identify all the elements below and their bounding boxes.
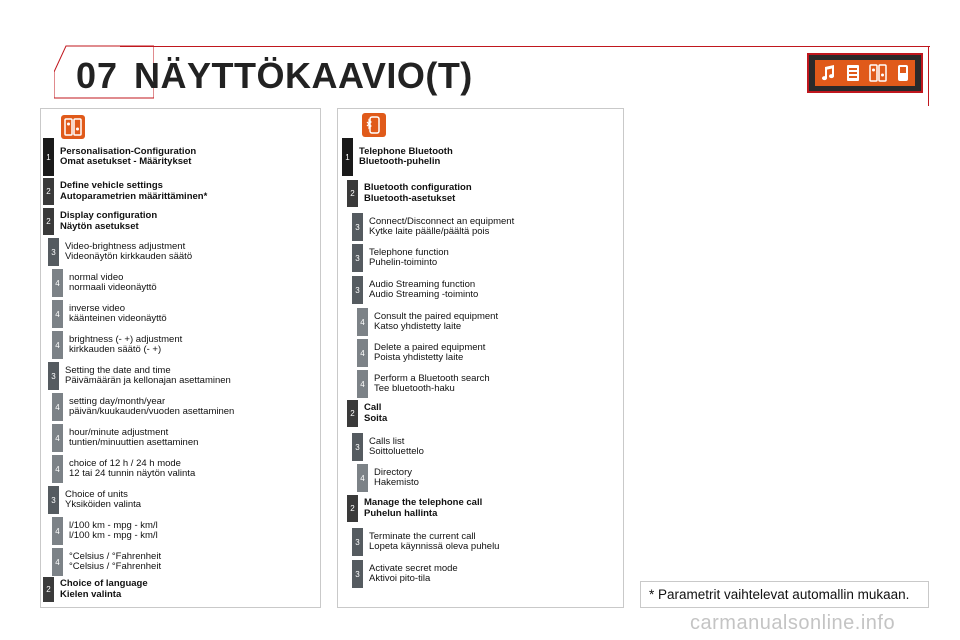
menu-item-label-fi: Hakemisto <box>374 477 419 488</box>
menu-item-label-fi: °Celsius / °Fahrenheit <box>69 561 162 572</box>
menu-level-badge: 4 <box>357 339 368 367</box>
menu-item-label-fi: Omat asetukset - Määritykset <box>60 156 192 167</box>
menu-item-text <box>358 495 482 522</box>
menu-level-badge: 4 <box>52 300 63 328</box>
menu-item-text <box>59 486 141 514</box>
menu-item-text <box>363 276 478 304</box>
menu-item-level-4 <box>357 308 498 336</box>
menu-item-label-en: Manage the telephone call <box>364 497 483 508</box>
menu-level-badge: 3 <box>352 244 363 272</box>
menu-level-badge: 2 <box>347 495 358 522</box>
menu-level-badge: 3 <box>352 560 363 588</box>
menu-item-label-fi: Kytke laite päälle/päältä pois <box>369 226 490 237</box>
menu-item-level-4 <box>52 393 234 421</box>
menu-item-label-en: Choice of units <box>65 488 128 500</box>
menu-item-level-3 <box>352 528 499 556</box>
menu-item-text <box>63 393 234 421</box>
menu-level-badge: 3 <box>352 213 363 241</box>
menu-item-label-en: l/100 km - mpg - km/l <box>69 519 158 531</box>
menu-item-label-fi: Yksiköiden valinta <box>65 499 142 510</box>
page-title: NÄYTTÖKAAVIO(T) <box>134 55 473 96</box>
menu-item-text <box>63 455 195 483</box>
menu-item-level-3 <box>352 276 478 304</box>
menu-level-badge: 3 <box>48 238 59 266</box>
menu-level-badge: 4 <box>357 464 368 492</box>
menu-level-badge: 2 <box>43 208 54 235</box>
menu-item-label-fi: l/100 km - mpg - km/l <box>69 530 158 541</box>
menu-item-label-fi: tuntien/minuuttien asettaminen <box>69 437 199 448</box>
menu-level-badge: 4 <box>52 424 63 452</box>
menu-item-label-fi: Soita <box>364 412 388 424</box>
header-rule <box>120 46 930 47</box>
menu-item-level-4 <box>52 548 161 576</box>
menu-item-label-en: Telephone function <box>369 246 449 258</box>
menu-level-badge: 4 <box>52 455 63 483</box>
menu-item-text <box>368 339 485 367</box>
menu-level-badge: 1 <box>43 138 54 176</box>
menu-item-label-en: Video-brightness adjustment <box>65 240 186 252</box>
menu-item-label-en: Setting the date and time <box>65 364 171 376</box>
menu-item-label-en: Perform a Bluetooth search <box>374 372 490 384</box>
menu-item-level-2 <box>43 178 207 205</box>
menu-level-badge: 2 <box>43 178 54 205</box>
menu-level-badge: 4 <box>52 331 63 359</box>
menu-item-level-2 <box>43 577 148 602</box>
menu-item-level-3 <box>352 433 424 461</box>
menu-item-label-fi: Videonäytön kirkkauden säätö <box>65 251 193 262</box>
menu-item-level-4 <box>52 455 195 483</box>
menu-item-label-en: °Celsius / °Fahrenheit <box>69 550 162 562</box>
menu-item-label-en: setting day/month/year <box>69 395 166 407</box>
menu-item-label-fi: Poista yhdistetty laite <box>374 352 464 363</box>
menu-level-badge: 3 <box>48 362 59 390</box>
menu-item-label-en: Personalisation-Configuration <box>60 145 197 157</box>
menu-item-label-en: normal video <box>69 271 124 283</box>
menu-level-badge: 4 <box>357 370 368 398</box>
menu-item-level-4 <box>357 464 419 492</box>
menu-item-label-fi: käänteinen videonäyttö <box>69 313 167 324</box>
menu-item-label-en: Connect/Disconnect an equipment <box>369 215 515 227</box>
menu-item-text <box>59 238 192 266</box>
menu-item-label-en: Bluetooth configuration <box>364 182 472 193</box>
menu-level-badge: 3 <box>352 528 363 556</box>
menu-item-level-1 <box>342 138 453 176</box>
menu-item-label-en: Delete a paired equipment <box>374 341 486 353</box>
menu-item-label-fi: 12 tai 24 tunnin näytön valinta <box>69 468 196 479</box>
menu-item-level-2 <box>347 180 472 207</box>
menu-level-badge: 4 <box>52 517 63 545</box>
menu-item-level-4 <box>52 424 198 452</box>
menu-item-label-fi: Bluetooth-asetukset <box>364 192 456 204</box>
menu-item-label-fi: Päivämäärän ja kellonajan asettaminen <box>65 375 231 386</box>
menu-item-text <box>353 138 453 176</box>
menu-item-level-3 <box>48 362 231 390</box>
menu-item-level-3 <box>352 213 514 241</box>
menu-level-badge: 2 <box>43 577 54 602</box>
menu-item-label-fi: Autoparametrien määrittäminen* <box>60 190 208 202</box>
menu-level-badge: 2 <box>347 400 358 427</box>
menu-item-label-fi: Audio Streaming -toiminto <box>369 289 479 300</box>
header-rule-vertical <box>928 46 929 106</box>
menu-level-badge: 4 <box>357 308 368 336</box>
menu-item-text <box>363 433 424 461</box>
footnote: * Parametrit vaihtelevat automallin mukaan. <box>640 581 929 608</box>
menu-item-label-fi: Lopeta käynnissä oleva puhelu <box>369 541 500 552</box>
menu-item-label-en: brightness (- +) adjustment <box>69 333 183 345</box>
menu-item-text <box>54 138 196 176</box>
menu-item-text <box>368 464 419 492</box>
menu-item-level-4 <box>52 517 158 545</box>
menu-item-level-3 <box>48 486 141 514</box>
menu-item-text <box>358 400 387 427</box>
menu-item-label-fi: kirkkauden säätö (- +) <box>69 344 162 355</box>
menu-item-level-2 <box>43 208 157 235</box>
menu-item-text <box>363 244 449 272</box>
menu-item-label-fi: Katso yhdistetty laite <box>374 321 462 332</box>
menu-item-level-3 <box>48 238 192 266</box>
menu-item-label-fi: Kielen valinta <box>60 588 122 600</box>
menu-item-label-fi: Bluetooth-puhelin <box>359 156 441 167</box>
menu-item-level-2 <box>347 400 387 427</box>
menu-item-text <box>358 180 472 207</box>
menu-item-level-4 <box>357 339 485 367</box>
menu-item-label-en: Activate secret mode <box>369 562 458 574</box>
menu-item-label-en: Calls list <box>369 435 405 447</box>
menu-item-text <box>54 208 157 235</box>
menu-item-level-3 <box>352 560 458 588</box>
menu-item-level-3 <box>352 244 449 272</box>
watermark: carmanualsonline.info <box>690 612 896 634</box>
menu-item-text <box>368 308 498 336</box>
menu-item-text <box>63 548 161 576</box>
menu-item-text <box>368 370 490 398</box>
menu-item-label-fi: normaali videonäyttö <box>69 282 157 293</box>
settings-icon <box>61 115 85 139</box>
menu-item-text <box>54 178 207 205</box>
menu-item-text <box>363 528 499 556</box>
telephone-icon <box>894 63 912 83</box>
menu-icon-strip <box>807 53 923 93</box>
menu-item-label-en: Directory <box>374 466 413 478</box>
settings-icon <box>869 63 887 83</box>
menu-level-badge: 4 <box>52 269 63 297</box>
menu-item-label-en: hour/minute adjustment <box>69 426 169 438</box>
phone-book-icon <box>844 63 862 83</box>
menu-item-label-en: Define vehicle settings <box>60 180 163 191</box>
menu-level-badge: 2 <box>347 180 358 207</box>
menu-item-level-2 <box>347 495 482 522</box>
menu-item-level-1 <box>43 138 196 176</box>
menu-item-label-en: Terminate the current call <box>369 530 476 542</box>
menu-item-text <box>63 517 158 545</box>
menu-item-label-fi: Soittoluettelo <box>369 446 424 457</box>
menu-item-text <box>63 424 198 452</box>
menu-item-text <box>54 577 148 602</box>
menu-item-label-fi: Puhelin-toiminto <box>369 257 438 268</box>
menu-item-label-en: choice of 12 h / 24 h mode <box>69 457 181 469</box>
chapter-number: 07 <box>76 55 119 96</box>
menu-level-badge: 3 <box>352 433 363 461</box>
menu-level-badge: 1 <box>342 138 353 176</box>
menu-item-label-en: Telephone Bluetooth <box>359 145 453 157</box>
menu-level-badge: 4 <box>52 393 63 421</box>
menu-item-label-en: Display configuration <box>60 210 158 221</box>
menu-item-level-4 <box>52 269 157 297</box>
menu-item-text <box>63 331 182 359</box>
menu-item-label-fi: päivän/kuukauden/vuoden asettaminen <box>69 406 235 417</box>
menu-item-text <box>63 269 157 297</box>
menu-item-level-4 <box>52 331 182 359</box>
bluetooth-phone-icon <box>362 113 386 137</box>
music-icon <box>819 63 837 83</box>
menu-item-label-en: Consult the paired equipment <box>374 310 499 322</box>
menu-item-label-fi: Näytön asetukset <box>60 220 139 232</box>
menu-item-label-fi: Puhelun hallinta <box>364 507 438 519</box>
menu-item-label-en: Choice of language <box>60 578 148 589</box>
menu-item-text <box>63 300 167 328</box>
menu-item-level-4 <box>52 300 167 328</box>
menu-item-text <box>363 560 458 588</box>
menu-item-label-en: Call <box>364 402 382 413</box>
menu-item-text <box>59 362 231 390</box>
menu-level-badge: 3 <box>48 486 59 514</box>
menu-level-badge: 3 <box>352 276 363 304</box>
menu-item-label-fi: Tee bluetooth-haku <box>374 383 455 394</box>
menu-item-label-en: inverse video <box>69 302 125 314</box>
menu-level-badge: 4 <box>52 548 63 576</box>
menu-item-level-4 <box>357 370 490 398</box>
menu-item-label-fi: Aktivoi pito-tila <box>369 573 431 584</box>
menu-item-text <box>363 213 514 241</box>
menu-item-label-en: Audio Streaming function <box>369 278 476 290</box>
